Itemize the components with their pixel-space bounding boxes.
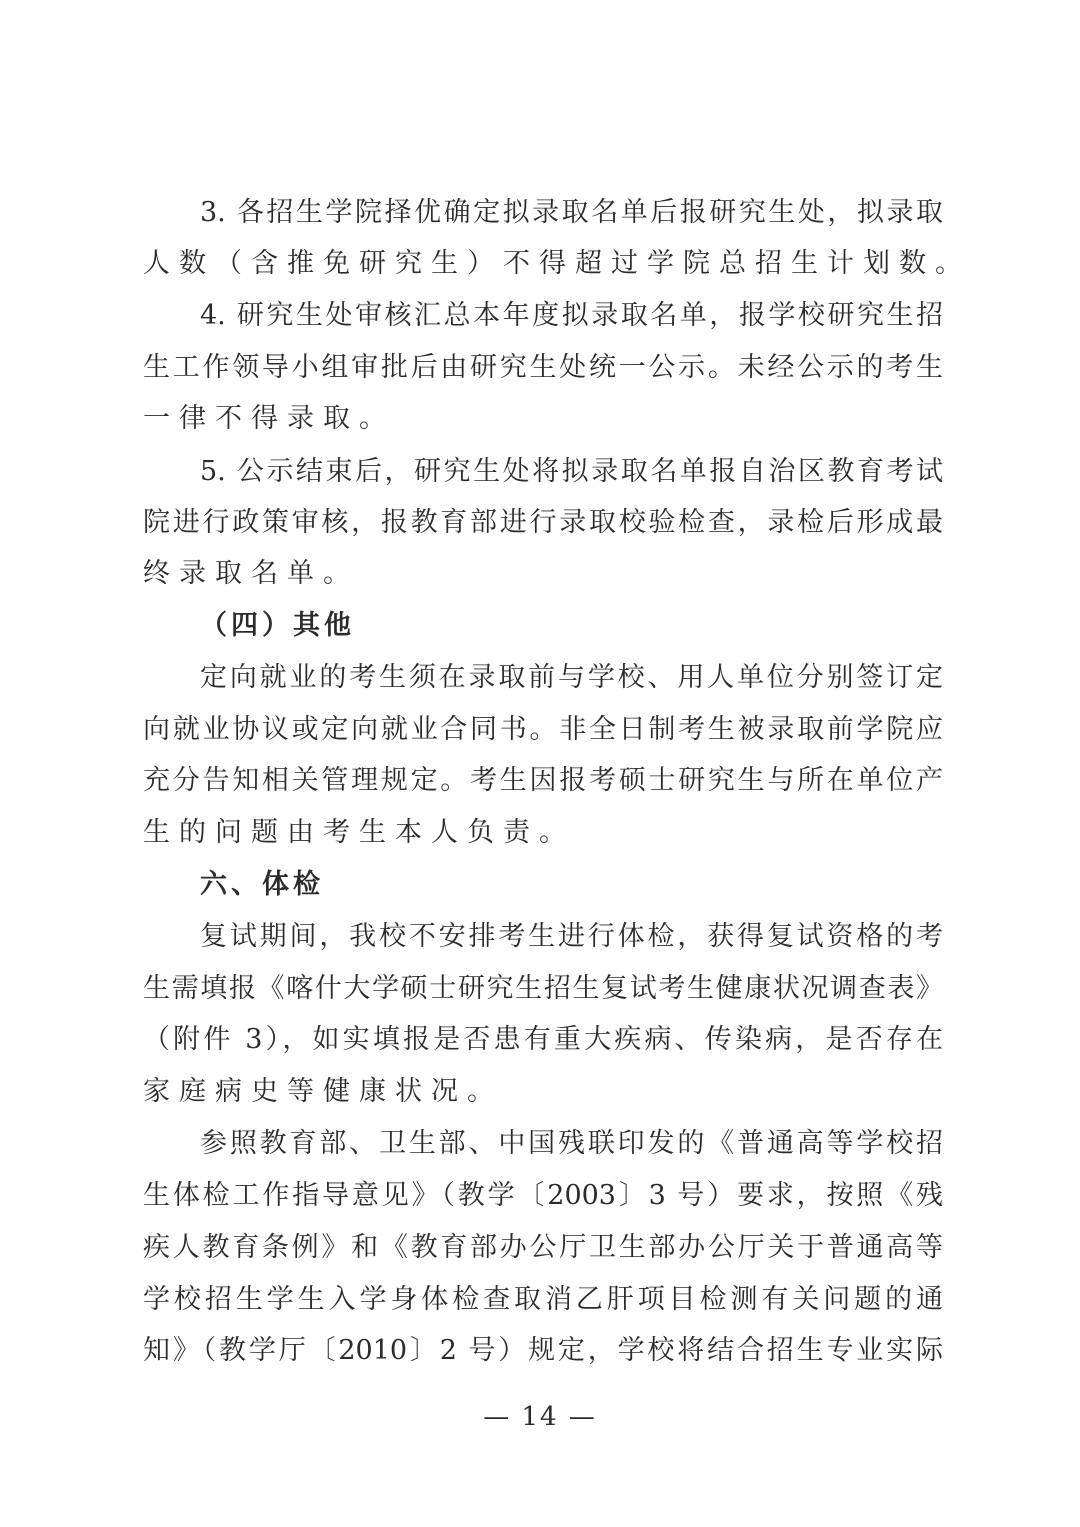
- text-line: 学校招生学生入学身体检查取消乙肝项目检测有关问题的通: [143, 1284, 943, 1315]
- text-line: 复试期间，我校不安排考生进行体检，获得复试资格的考: [200, 921, 943, 952]
- text-line: 知》（教学厅〔2010〕2 号）规定，学校将结合招生专业实际: [143, 1335, 943, 1366]
- text-line: 家庭病史等健康状况。: [143, 1076, 503, 1107]
- text-line: 疾人教育条例》和《教育部办公厅卫生部办公厅关于普通高等: [143, 1232, 943, 1263]
- text-line: 定向就业的考生须在录取前与学校、用人单位分别签订定: [200, 662, 943, 693]
- text-line: 生需填报《喀什大学硕士研究生招生复试考生健康状况调查表》: [143, 973, 943, 1004]
- text-line: 生的问题由考生本人负责。: [143, 817, 575, 848]
- page-number: — 14 —: [483, 1402, 597, 1432]
- text-line: 参照教育部、卫生部、中国残联印发的《普通高等学校招: [200, 1128, 943, 1159]
- text-line: 生工作领导小组审批后由研究生处统一公示。未经公示的考生: [143, 352, 943, 383]
- section-heading: 六、体检: [200, 869, 324, 900]
- text-line: （附件 3），如实填报是否患有重大疾病、传染病，是否存在: [143, 1024, 943, 1055]
- text-line: 终录取名单。: [143, 558, 359, 589]
- text-line: 5. 公示结束后，研究生处将拟录取名单报自治区教育考试: [200, 456, 943, 487]
- text-line: 一律不得录取。: [143, 403, 395, 434]
- text-line: 向就业协议或定向就业合同书。非全日制考生被录取前学院应: [143, 714, 943, 745]
- text-line: 人数（含推免研究生）不得超过学院总招生计划数。: [143, 248, 971, 279]
- text-line: 充分告知相关管理规定。考生因报考硕士研究生与所在单位产: [143, 765, 943, 796]
- text-line: 生体检工作指导意见》（教学〔2003〕3 号）要求，按照《残: [143, 1180, 943, 1211]
- text-line: 院进行政策审核，报教育部进行录取校验检查，录检后形成最: [143, 507, 943, 538]
- section-heading: （四）其他: [200, 610, 355, 641]
- text-line: 4. 研究生处审核汇总本年度拟录取名单，报学校研究生招: [200, 300, 943, 331]
- text-line: 3. 各招生学院择优确定拟录取名单后报研究生处，拟录取: [200, 197, 943, 228]
